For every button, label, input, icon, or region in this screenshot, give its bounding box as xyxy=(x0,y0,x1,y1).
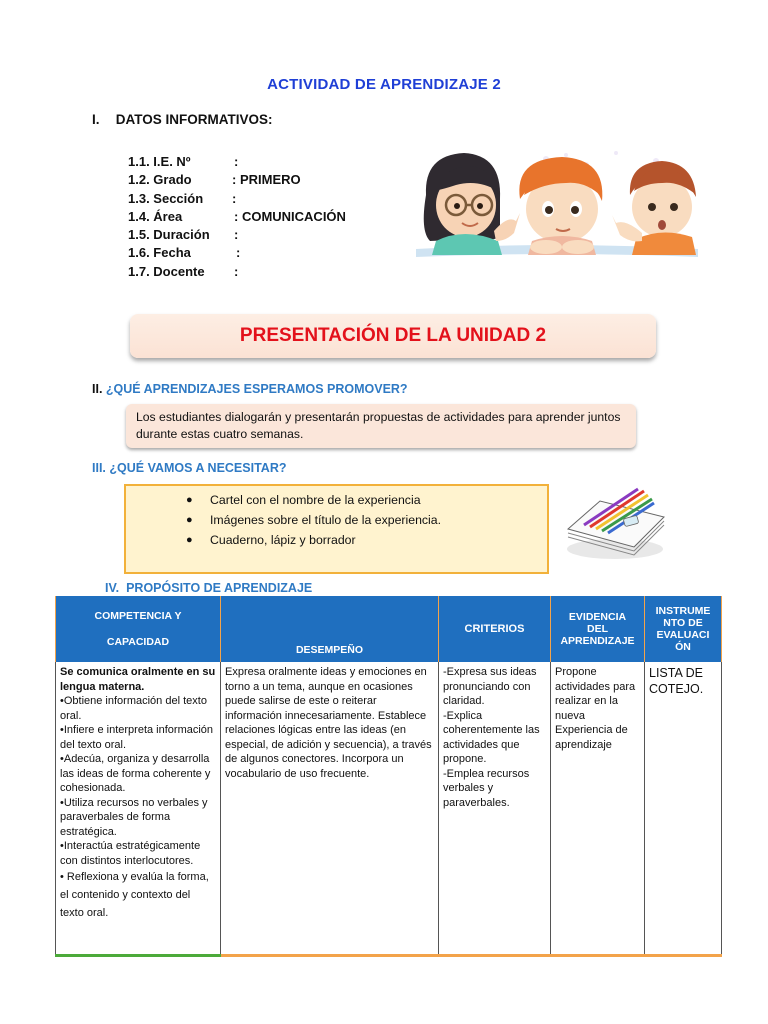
header-evidencia: EVIDENCIA DEL APRENDIZAJE xyxy=(551,596,645,662)
info-value: : xyxy=(234,263,239,279)
info-label: 1.5. Duración xyxy=(128,227,210,243)
info-label: 1.6. Fecha xyxy=(128,245,191,261)
purpose-table xyxy=(55,596,721,957)
section-2-title: ¿QUÉ APRENDIZAJES ESPERAMOS PROMOVER? xyxy=(105,382,408,396)
header-instrumento: INSTRUME NTO DE EVALUACI ÓN xyxy=(645,596,722,662)
section-2-heading xyxy=(92,382,408,396)
section-1-heading xyxy=(92,112,273,127)
section-3-number: III. xyxy=(92,461,106,475)
cell-evidencia: Propone actividades para realizar en la nueva Experiencia de aprendizaje xyxy=(551,662,645,956)
materials-box xyxy=(124,484,549,574)
info-value: : xyxy=(234,227,239,243)
materials-item: ● Cartel con el nombre de la experiencia xyxy=(186,493,421,507)
info-value: : xyxy=(234,154,239,169)
info-value: : PRIMERO xyxy=(232,172,301,188)
section-2-number: II. xyxy=(92,382,103,396)
notebook-pencils-illustration xyxy=(560,483,670,563)
info-label: 1.7. Docente xyxy=(128,263,205,279)
info-label: 1.1. I.E. Nº xyxy=(128,154,191,169)
section-1-number: I. xyxy=(92,112,100,127)
header-desempeno: DESEMPEÑO xyxy=(221,596,439,662)
table-header-row xyxy=(56,596,722,662)
cell-competencia: Se comunica oralmente en su lengua materna. •Obtiene información del texto oral. •Infiere e interpreta información del texto oral. •Adecúa, organiza y desarrolla las ideas de forma coherente y cohesionada. •Utiliza recursos no verbales y paraverbales de forma estratégica. •Interactúa estratégicamente con distintos interlocutores. • Reflexiona y evalúa la forma, el contenido y contexto del texto oral. xyxy=(56,662,221,956)
learning-goal-box xyxy=(126,404,636,448)
info-value: : xyxy=(236,245,241,261)
section-3-title: ¿QUÉ VAMOS A NECESITAR? xyxy=(109,461,287,475)
section-1-title: DATOS INFORMATIVOS: xyxy=(115,112,273,127)
info-value: : xyxy=(232,190,237,206)
cell-instrumento: LISTA DE COTEJO. xyxy=(645,662,722,956)
header-competencia: COMPETENCIA Y CAPACIDAD xyxy=(56,596,221,662)
section-3-heading xyxy=(92,461,286,475)
info-label: 1.4. Área xyxy=(128,208,183,224)
header-criterios: CRITERIOS xyxy=(439,596,551,662)
section-4-number: IV. xyxy=(105,581,120,595)
cell-desempeno: Expresa oralmente ideas y emociones en torno a un tema, aunque en ocasiones puede salirse de este o reiterar información innecesariamente. Establece relaciones lógicas entre las ideas (en especial, de adición y secuencia), a través de algunos conectores. Incorpora un vocabulario de uso frecuente. xyxy=(221,662,439,956)
info-label: 1.2. Grado xyxy=(128,172,192,188)
info-value: : COMUNICACIÓN xyxy=(234,208,346,224)
children-talking-illustration xyxy=(416,145,698,275)
materials-item: ● Imágenes sobre el título de la experiencia. xyxy=(186,513,442,527)
materials-list xyxy=(126,486,547,550)
materials-item: ● Cuaderno, lápiz y borrador xyxy=(186,533,356,547)
unit-banner: PRESENTACIÓN DE LA UNIDAD 2 xyxy=(130,314,656,358)
document-title: ACTIVIDAD DE APRENDIZAJE 2 xyxy=(267,76,501,93)
cell-criterios: -Expresa sus ideas pronunciando con claridad. -Explica coherentemente las actividades que propone. -Emplea recursos verbales y paraverbales. xyxy=(439,662,551,956)
info-label: 1.3. Sección xyxy=(128,190,204,206)
learning-goal-text: Los estudiantes dialogarán y presentarán propuestas de actividades para aprender juntos durante estas cuatro semanas. xyxy=(136,410,621,441)
section-4-heading xyxy=(105,581,312,595)
section-4-title: PROPÓSITO DE APRENDIZAJE xyxy=(126,581,313,595)
table-row xyxy=(56,662,722,956)
